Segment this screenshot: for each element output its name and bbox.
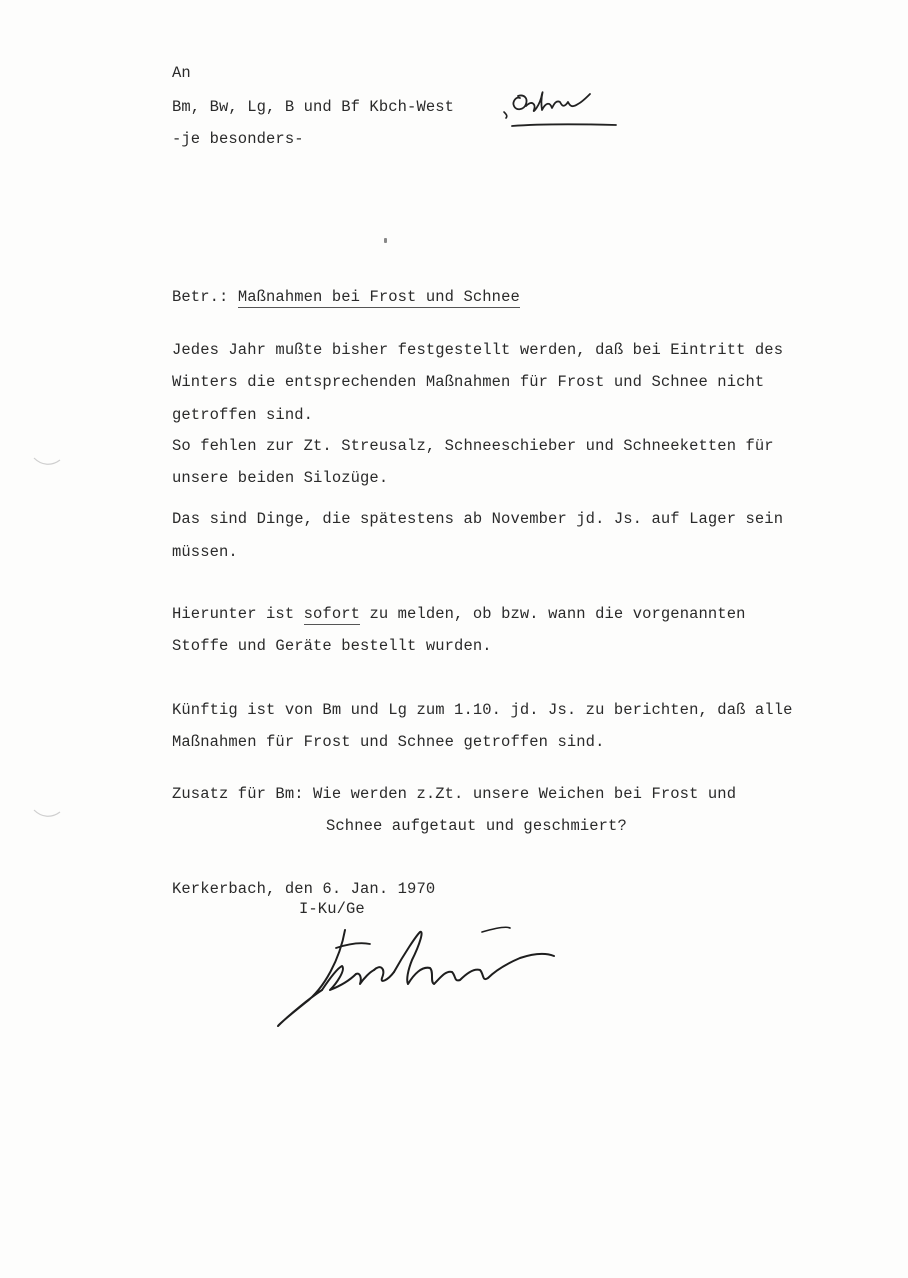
body-line: Stoffe und Geräte bestellt wurden.: [172, 637, 492, 655]
body-line: Maßnahmen für Frost und Schnee getroffen sind.: [172, 733, 605, 751]
emphasis-sofort: sofort: [303, 605, 361, 623]
body-line: müssen.: [172, 543, 238, 561]
body-text: zu melden, ob bzw. wann die vorgenannten: [360, 605, 746, 623]
body-line: Das sind Dinge, die spätestens ab November jd. Js. auf Lager sein: [172, 510, 784, 528]
body-line: So fehlen zur Zt. Streusalz, Schneeschieber und Schneeketten für: [172, 437, 774, 455]
body-line: Winters die entsprechenden Maßnahmen für Frost und Schnee nicht: [172, 373, 765, 391]
body-line: unsere beiden Silozüge.: [172, 469, 389, 487]
stray-mark: [384, 238, 387, 243]
reference-code: I-Ku/Ge: [299, 900, 365, 918]
signature: [270, 918, 570, 1033]
body-line: [172, 604, 746, 624]
subject-text: Maßnahmen bei Frost und Schnee: [237, 288, 520, 306]
subject-line: [172, 287, 520, 307]
body-text: Hierunter ist: [172, 605, 304, 623]
recipients-line: Bm, Bw, Lg, B und Bf Kbch-West: [172, 98, 455, 116]
body-line: Zusatz für Bm: Wie werden z.Zt. unsere Weichen bei Frost und: [172, 785, 737, 803]
separate-note: -je besonders-: [172, 130, 304, 148]
place-date: Kerkerbach, den 6. Jan. 1970: [172, 880, 436, 898]
to-label: An: [172, 64, 191, 82]
body-line: Jedes Jahr mußte bisher festgestellt werden, daß bei Eintritt des: [172, 341, 784, 359]
body-line: Schnee aufgetaut und geschmiert?: [326, 817, 627, 835]
subject-label: Betr.:: [172, 288, 229, 306]
handwritten-addition: [498, 84, 623, 134]
punch-mark-top: [32, 456, 62, 468]
body-line: Künftig ist von Bm und Lg zum 1.10. jd. Js. zu berichten, daß alle: [172, 701, 793, 719]
body-line: getroffen sind.: [172, 406, 314, 424]
punch-mark-bottom: [32, 808, 62, 820]
